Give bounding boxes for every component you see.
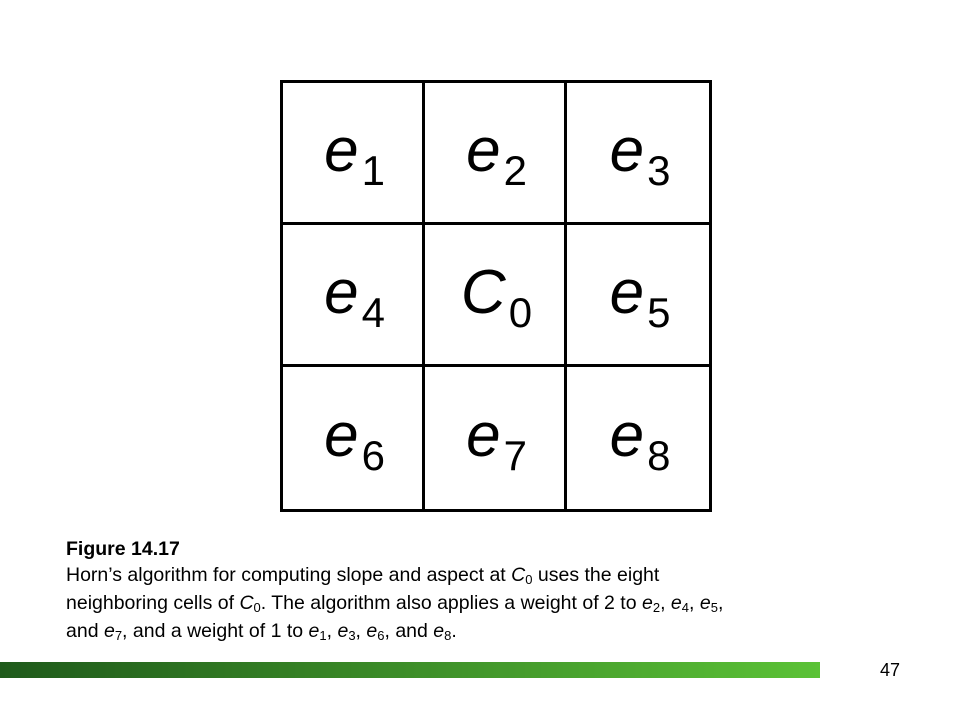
grid-cell-e5	[567, 225, 709, 367]
grid-cell-c0	[425, 225, 567, 367]
grid-cell-e4	[283, 225, 425, 367]
grid-cell-e6	[283, 367, 425, 509]
cell-label: $e_4$	[324, 257, 385, 336]
grid-cell-e8	[567, 367, 709, 509]
grid-cell-e7	[425, 367, 567, 509]
cell-label: $e_3$	[609, 115, 671, 194]
grid-cell-e2	[425, 83, 567, 225]
footer-gradient-bar	[0, 662, 820, 678]
caption-line: neighboring cells of C0. The algorithm also applies a weight of 2 to e2, e4, e5,	[66, 592, 724, 615]
cell-label: $e_8$	[609, 401, 671, 479]
grid-cell-e3	[567, 83, 709, 225]
neighborhood-grid	[280, 80, 712, 512]
cell-label: $e_6$	[324, 401, 385, 479]
grid-cell-e1	[283, 83, 425, 225]
caption-line: and e7, and a weight of 1 to e1, e3, e6, and e8.	[66, 620, 457, 643]
cell-label: $e_2$	[466, 115, 527, 194]
page-number: 47	[880, 660, 901, 680]
cell-label: $C_0$	[460, 257, 533, 336]
figure-title: Figure 14.17	[66, 538, 180, 560]
cell-label: $e_1$	[324, 115, 385, 194]
cell-label: $e_5$	[609, 257, 671, 336]
caption-line: Horn’s algorithm for computing slope and aspect at C0 uses the eight	[66, 564, 660, 587]
cell-label: $e_7$	[466, 401, 527, 479]
figure-caption	[66, 536, 896, 646]
